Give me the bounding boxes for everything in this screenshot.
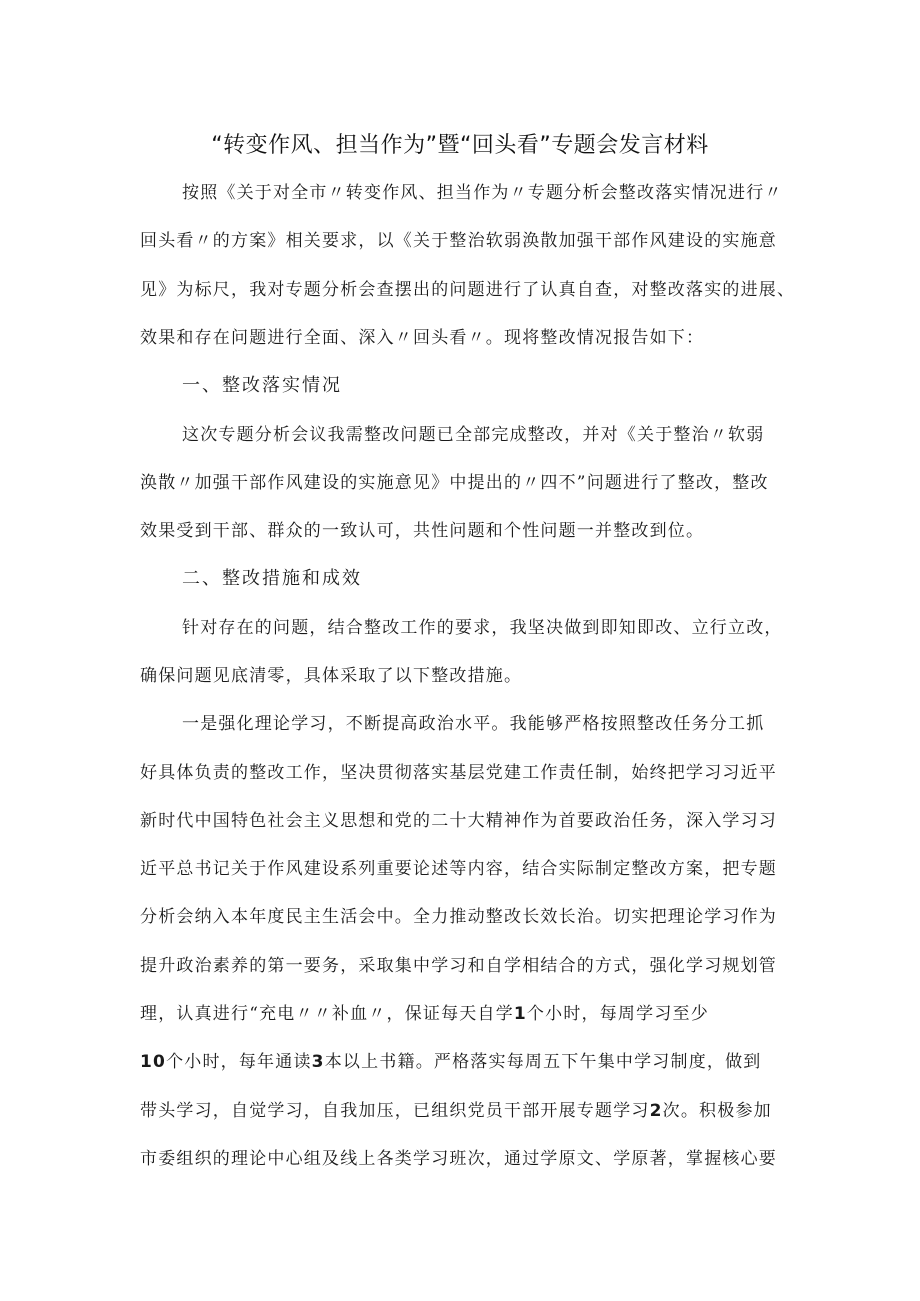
document-title: “转变作风、担当作为”暨“回头看”专题会发言材料 bbox=[211, 133, 709, 158]
text-run: 带头学习，自觉学习，自我加压，已组织党员干部开展专题学习 bbox=[140, 1101, 650, 1121]
number-run: 10 bbox=[140, 1052, 167, 1072]
paragraph-line: 好具体负责的整改工作，坚决贯彻落实基层党建工作责任制，始终把学习习近平 bbox=[140, 763, 777, 783]
paragraph-line: 分析会纳入本年度民主生活会中。全力推动整改长效长治。切实把理论学习作为 bbox=[140, 907, 777, 927]
paragraph-line: 确保问题见底清零，具体采取了以下整改措施。 bbox=[140, 666, 523, 686]
paragraph-line bbox=[140, 1051, 762, 1073]
number-run: 3 bbox=[311, 1052, 325, 1072]
paragraph-line: 一是强化理论学习，不断提高政治水平。我能够严格按照整改任务分工抓 bbox=[182, 714, 765, 734]
paragraph-line: 涣散〃加强干部作风建设的实施意见》中提出的〃四不”问题进行了整改，整改 bbox=[140, 473, 769, 493]
number-run: 2 bbox=[649, 1101, 663, 1121]
paragraph-line: 市委组织的理论中心组及线上各类学习班次，通过学原文、学原著，掌握核心要 bbox=[140, 1149, 777, 1169]
paragraph-line: 效果受到干部、群众的一致认可，共性问题和个性问题一并整改到位。 bbox=[140, 521, 705, 541]
section-heading-2: 二、整改措施和成效 bbox=[182, 568, 362, 589]
text-run: 本以上书籍。严格落实每周五下午集中学习制度，做到 bbox=[324, 1052, 762, 1072]
text-run: 个小时，每周学习至少 bbox=[526, 1004, 709, 1024]
paragraph-line: 近平总书记关于作风建设系列重要论述等内容，结合实际制定整改方案，把专题 bbox=[140, 859, 777, 879]
paragraph-line: 回头看〃的方案》相关要求，以《关于整治软弱涣散加强干部作风建设的实施意 bbox=[140, 231, 777, 251]
paragraph-line bbox=[140, 1100, 772, 1122]
paragraph-line: 提升政治素养的第一要务，采取集中学习和自学相结合的方式，强化学习规划管 bbox=[140, 956, 777, 976]
paragraph-line bbox=[140, 1003, 709, 1025]
text-run: 理，认真进行“充电〃〃补血〃，保证每天自学 bbox=[140, 1004, 514, 1024]
section-heading-1: 一、整改落实情况 bbox=[182, 375, 342, 396]
paragraph-line: 新时代中国特色社会主义思想和党的二十大精神作为首要政治任务，深入学习习 bbox=[140, 811, 777, 831]
paragraph-line: 这次专题分析会议我需整改问题已全部完成整改，并对《关于整治〃软弱 bbox=[182, 425, 765, 445]
paragraph-line: 针对存在的问题，结合整改工作的要求，我坚决做到即知即改、立行立改， bbox=[182, 618, 783, 638]
paragraph-line: 见》为标尺，我对专题分析会查摆出的问题进行了认真自查，对整改落实的进展、 bbox=[140, 280, 796, 300]
number-run: 1 bbox=[513, 1004, 527, 1024]
text-run: 次。积极参加 bbox=[662, 1101, 772, 1121]
paragraph-line: 按照《关于对全市〃转变作风、担当作为〃专题分析会整改落实情况进行〃 bbox=[182, 183, 783, 203]
text-run: 个小时，每年通读 bbox=[166, 1052, 312, 1072]
paragraph-line: 效果和存在问题进行全面、深入〃回头看〃。现将整改情况报告如下： bbox=[140, 328, 705, 348]
